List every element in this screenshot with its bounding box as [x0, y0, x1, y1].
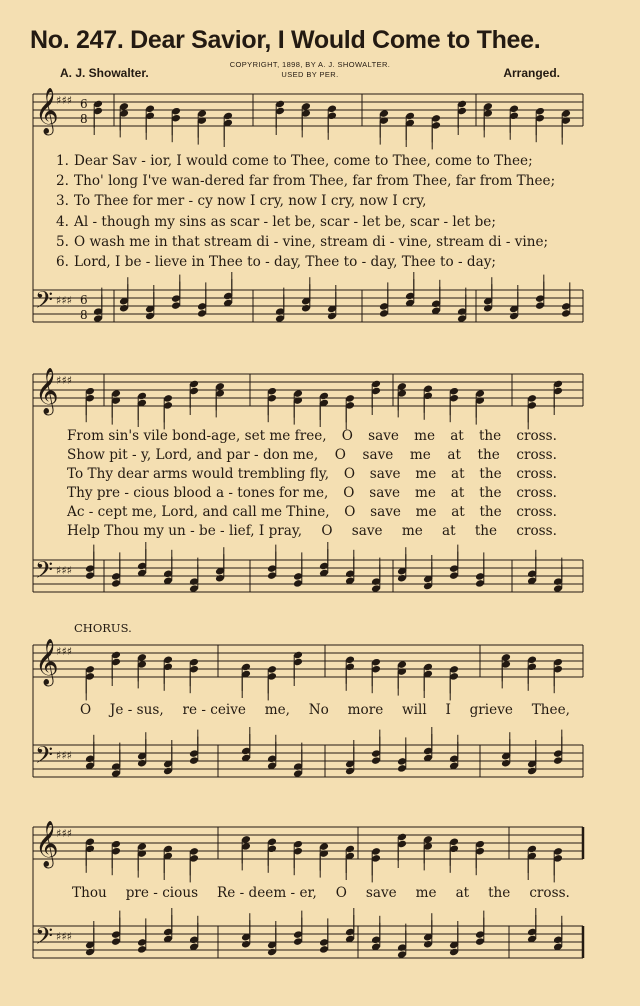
lyric-word: the [474, 523, 498, 540]
lyric-word: me [415, 466, 437, 483]
verse-text: Lord, I be - lieve in Thee to - day, Thee to - day, Thee to - day; [74, 254, 496, 271]
lyric-word: Ac - cept me, Lord, and call me Thine, [67, 504, 330, 521]
copyright-line: COPYRIGHT, 1898, BY A. J. SHOWALTER. [229, 60, 391, 69]
lyric-word: O [344, 504, 356, 521]
lyric-word: cross. [516, 504, 557, 521]
treble-clef: 𝄞 [35, 821, 59, 867]
key-signature: ♯♯♯ [56, 564, 72, 577]
lyric-word: me [415, 885, 437, 901]
lyric-word: cross. [529, 885, 570, 901]
time-signature-bottom: 8 [80, 308, 88, 322]
lyric-word: O [334, 447, 346, 464]
treble-clef: 𝄞 [35, 88, 59, 134]
lyric-word: cross. [516, 523, 557, 540]
lyric-word: me [414, 485, 436, 502]
lyric-word: at [451, 504, 465, 521]
key-signature: ♯♯♯ [56, 930, 72, 943]
lyric-word: Re - deem - er, [217, 885, 317, 901]
lyric-word: save [351, 523, 383, 540]
chorus-line-1 [80, 702, 570, 718]
verse-line [56, 232, 555, 252]
verse-text: To Thee for mer - cy now I cry, now I cry, now I cry, [74, 193, 427, 210]
lyric-word: Help Thou my un - be - lief, I pray, [67, 523, 303, 540]
composer-credit: A. J. Showalter. [60, 66, 149, 80]
lyric-word: save [362, 447, 394, 464]
key-signature: ♯♯♯ [56, 294, 72, 307]
lyric-word: at [451, 466, 465, 483]
refrain-line [67, 446, 557, 465]
refrain-block [67, 427, 557, 542]
verse-number: 1. [56, 153, 69, 169]
lyric-word: save [369, 485, 401, 502]
lyric-word: To Thy dear arms would trembling fly, [67, 466, 330, 483]
lyric-word: From sin's vile bond-age, set me free, [67, 428, 327, 444]
arranger-credit: Arranged. [503, 66, 560, 80]
lyric-word: cross. [516, 485, 557, 502]
lyric-word: at [450, 485, 465, 502]
lyric-word: at [447, 447, 461, 464]
lyric-word: at [455, 885, 470, 901]
verse-line [56, 151, 555, 171]
hymn-number: No. 247. [30, 26, 124, 54]
verse-text: Al - though my sins as scar - let be, scar - let be, scar - let be; [74, 213, 496, 230]
lyric-word: at [442, 523, 456, 540]
refrain-line [67, 484, 557, 503]
refrain-line [67, 465, 557, 484]
refrain-line [67, 427, 557, 446]
lyric-word: cross. [516, 447, 557, 464]
verse-number: 3. [56, 193, 69, 210]
lyric-word: me [401, 523, 423, 540]
verse-line [56, 191, 555, 211]
lyric-word: O [80, 702, 92, 718]
lyric-word: pre - cious [125, 885, 199, 901]
verse-number: 2. [56, 173, 69, 190]
lyric-word: grieve [469, 702, 513, 718]
lyric-word: more [347, 702, 384, 718]
lyric-word: O [341, 428, 353, 444]
lyric-word: save [365, 885, 397, 901]
lyric-word: save [370, 504, 401, 521]
refrain-line [67, 503, 557, 522]
lyric-word: the [477, 447, 500, 464]
lyric-word: the [478, 428, 502, 444]
key-signature: ♯♯♯ [56, 94, 72, 107]
lyric-word: Thee, [531, 702, 570, 718]
refrain-line [67, 522, 557, 541]
lyric-word: O [343, 466, 355, 483]
key-signature: ♯♯♯ [56, 645, 72, 658]
lyric-word: O [335, 885, 347, 901]
verse-text: Tho' long I've wan-dered far from Thee, far from Thee, far from Thee; [74, 173, 556, 190]
lyric-word: me [414, 428, 436, 444]
lyric-word: me [409, 447, 431, 464]
key-signature: ♯♯♯ [56, 374, 72, 387]
lyric-word: I [445, 702, 451, 718]
lyric-word: the [479, 466, 502, 483]
time-signature-top: 6 [80, 293, 88, 307]
verse-number: 5. [56, 233, 69, 250]
lyric-word: me [415, 504, 437, 521]
lyric-word: cross. [516, 466, 557, 483]
lyric-word: the [479, 504, 502, 521]
permission-line: USED BY PER. [281, 70, 339, 79]
key-signature: ♯♯♯ [56, 827, 72, 840]
bass-clef: 𝄢 [35, 922, 54, 955]
time-signature-bottom: 8 [80, 112, 88, 126]
key-signature: ♯♯♯ [56, 749, 72, 762]
lyric-word: Thou [72, 885, 107, 901]
bass-clef: 𝄢 [35, 556, 54, 589]
lyric-word: re - ceive [182, 702, 246, 718]
lyric-word: O [321, 523, 333, 540]
verse-line [56, 212, 555, 232]
lyric-word: me, [264, 702, 290, 718]
treble-clef: 𝄞 [35, 368, 59, 414]
chorus-line-2 [72, 885, 570, 901]
verse-text: Dear Sav - ior, I would come to Thee, come to Thee, come to Thee; [74, 153, 533, 169]
hymn-title: Dear Savior, I Would Come to Thee. [130, 26, 541, 54]
verse-number: 4. [56, 213, 69, 230]
bass-clef: 𝄢 [35, 286, 54, 319]
verse-block [56, 151, 555, 272]
bass-clef: 𝄢 [35, 741, 54, 774]
lyric-word: O [343, 485, 355, 502]
lyric-word: cross. [516, 428, 557, 444]
lyric-word: at [450, 428, 464, 444]
lyric-word: Show pit - y, Lord, and par - don me, [67, 447, 319, 464]
verse-line [56, 252, 555, 272]
verse-number: 6. [56, 254, 69, 271]
chorus-label: CHORUS. [74, 621, 132, 635]
time-signature-top: 6 [80, 97, 88, 111]
verse-text: O wash me in that stream di - vine, stream di - vine, stream di - vine; [74, 233, 549, 250]
treble-clef: 𝄞 [35, 639, 59, 685]
lyric-word: save [369, 466, 401, 483]
lyric-word: save [368, 428, 399, 444]
lyric-word: will [402, 702, 427, 718]
verse-line [56, 171, 555, 191]
lyric-word: No [308, 702, 329, 718]
lyric-word: Je - sus, [109, 702, 164, 718]
lyric-word: the [488, 885, 511, 901]
lyric-word: the [479, 485, 502, 502]
lyric-word: Thy pre - cious blood a - tones for me, [67, 485, 329, 502]
